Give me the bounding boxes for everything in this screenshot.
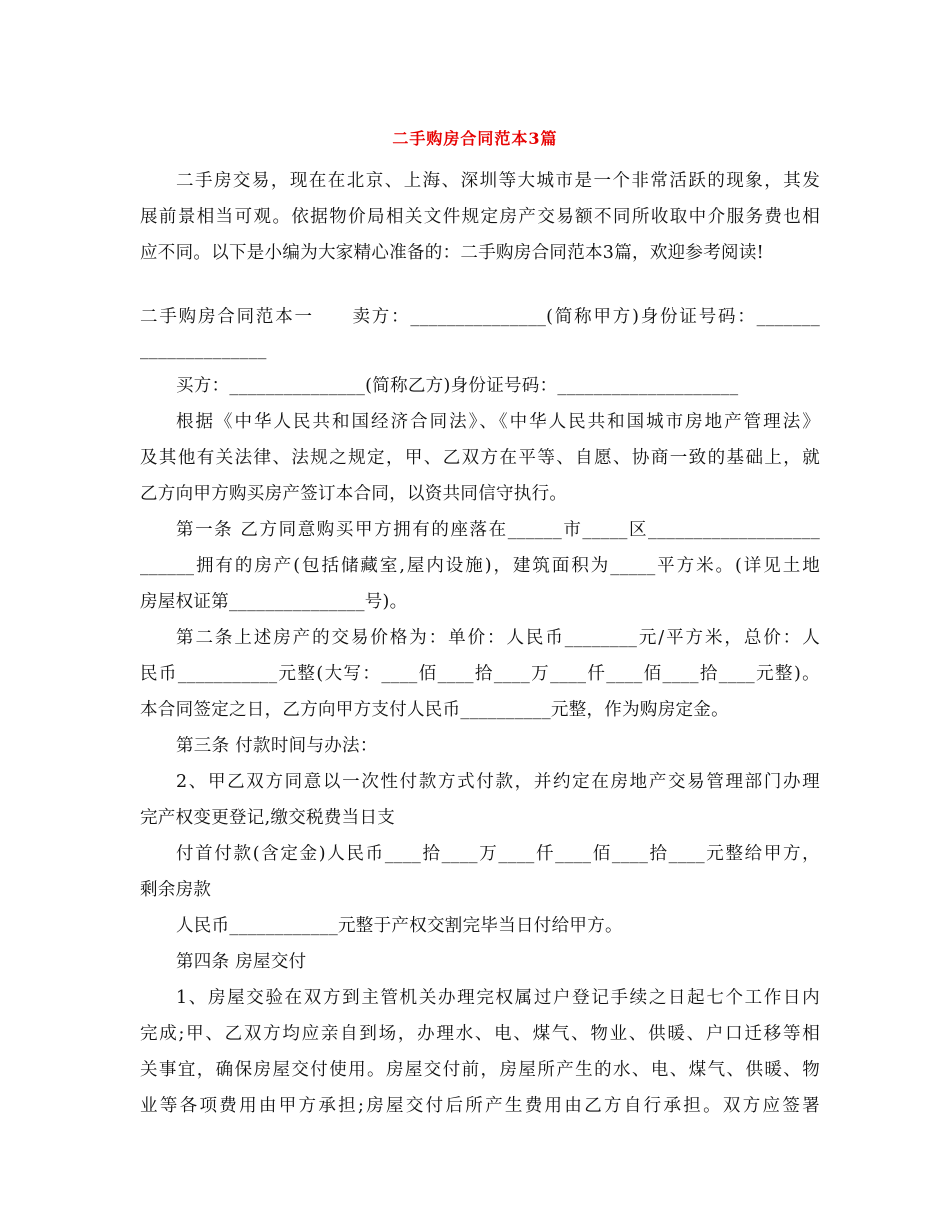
paragraph-line: 第二条上述房产的交易价格为：单价：人民币________元/平方米，总价：人: [176, 628, 820, 648]
paragraph-line: 第四条 房屋交付: [176, 952, 307, 972]
paragraph-line: 业等各项费用由甲方承担;房屋交付后所产生费用由乙方自行承担。双方应签署: [140, 1096, 820, 1116]
paragraph-line: 民币___________元整(大写：____佰____拾____万____仟____佰____拾____元整)。: [140, 664, 820, 684]
paragraph-line: 展前景相当可观。依据物价局相关文件规定房产交易额不同所收取中介服务费也相: [140, 207, 820, 227]
paragraph-line: ______拥有的房产(包括储藏室,屋内设施)，建筑面积为_____平方米。(详见土地: [140, 556, 820, 576]
paragraph-line: 二手房交易，现在在北京、上海、深圳等大城市是一个非常活跃的现象，其发: [176, 171, 820, 191]
paragraph-line: 1、房屋交验在双方到主管机关办理完权属过户登记手续之日起七个工作日内: [176, 988, 820, 1008]
paragraph-line: 本合同签定之日，乙方向甲方支付人民币__________元整，作为购房定金。: [140, 700, 729, 720]
paragraph-line: 应不同。以下是小编为大家精心准备的：二手购房合同范本3篇，欢迎参考阅读!: [140, 243, 764, 263]
paragraph-line: 付首付款(含定金)人民币____拾____万____仟____佰____拾____元整给甲方，: [176, 844, 820, 864]
paragraph-line: 完成;甲、乙双方均应亲自到场，办理水、电、煤气、物业、供暖、户口迁移等相: [140, 1024, 820, 1044]
paragraph-line: 乙方向甲方购买房产签订本合同，以资共同信守执行。: [140, 484, 568, 504]
paragraph-line: 2、甲乙双方同意以一次性付款方式付款，并约定在房地产交易管理部门办理: [176, 772, 820, 792]
paragraph-line: 剩余房款: [140, 880, 212, 900]
paragraph-line: 人民币____________元整于产权交割完毕当日付给甲方。: [176, 916, 623, 936]
paragraph-line: 及其他有关法律、法规之规定，甲、乙双方在平等、自愿、协商一致的基础上，就: [140, 448, 820, 468]
document-title: 二手购房合同范本3篇: [392, 129, 558, 148]
paragraph-line: ______________: [140, 340, 267, 360]
paragraph-line: 第一条 乙方同意购买甲方拥有的座落在______市_____区___________________: [176, 520, 820, 540]
paragraph-line: 第三条 付款时间与办法：: [176, 736, 378, 756]
paragraph-line: 关事宜，确保房屋交付使用。房屋交付前，房屋所产生的水、电、煤气、供暖、物: [140, 1060, 820, 1080]
paragraph-line: 房屋权证第_______________号)。: [140, 592, 408, 612]
paragraph-line: 二手购房合同范本一 卖方：_______________(简称甲方)身份证号码：_______: [140, 307, 820, 327]
paragraph-line: 根据《中华人民共和国经济合同法》、《中华人民共和国城市房地产管理法》: [176, 412, 820, 432]
paragraph-line: 买方：_______________(简称乙方)身份证号码：____________________: [176, 376, 739, 396]
paragraph-line: 完产权变更登记,缴交税费当日支: [140, 808, 396, 828]
